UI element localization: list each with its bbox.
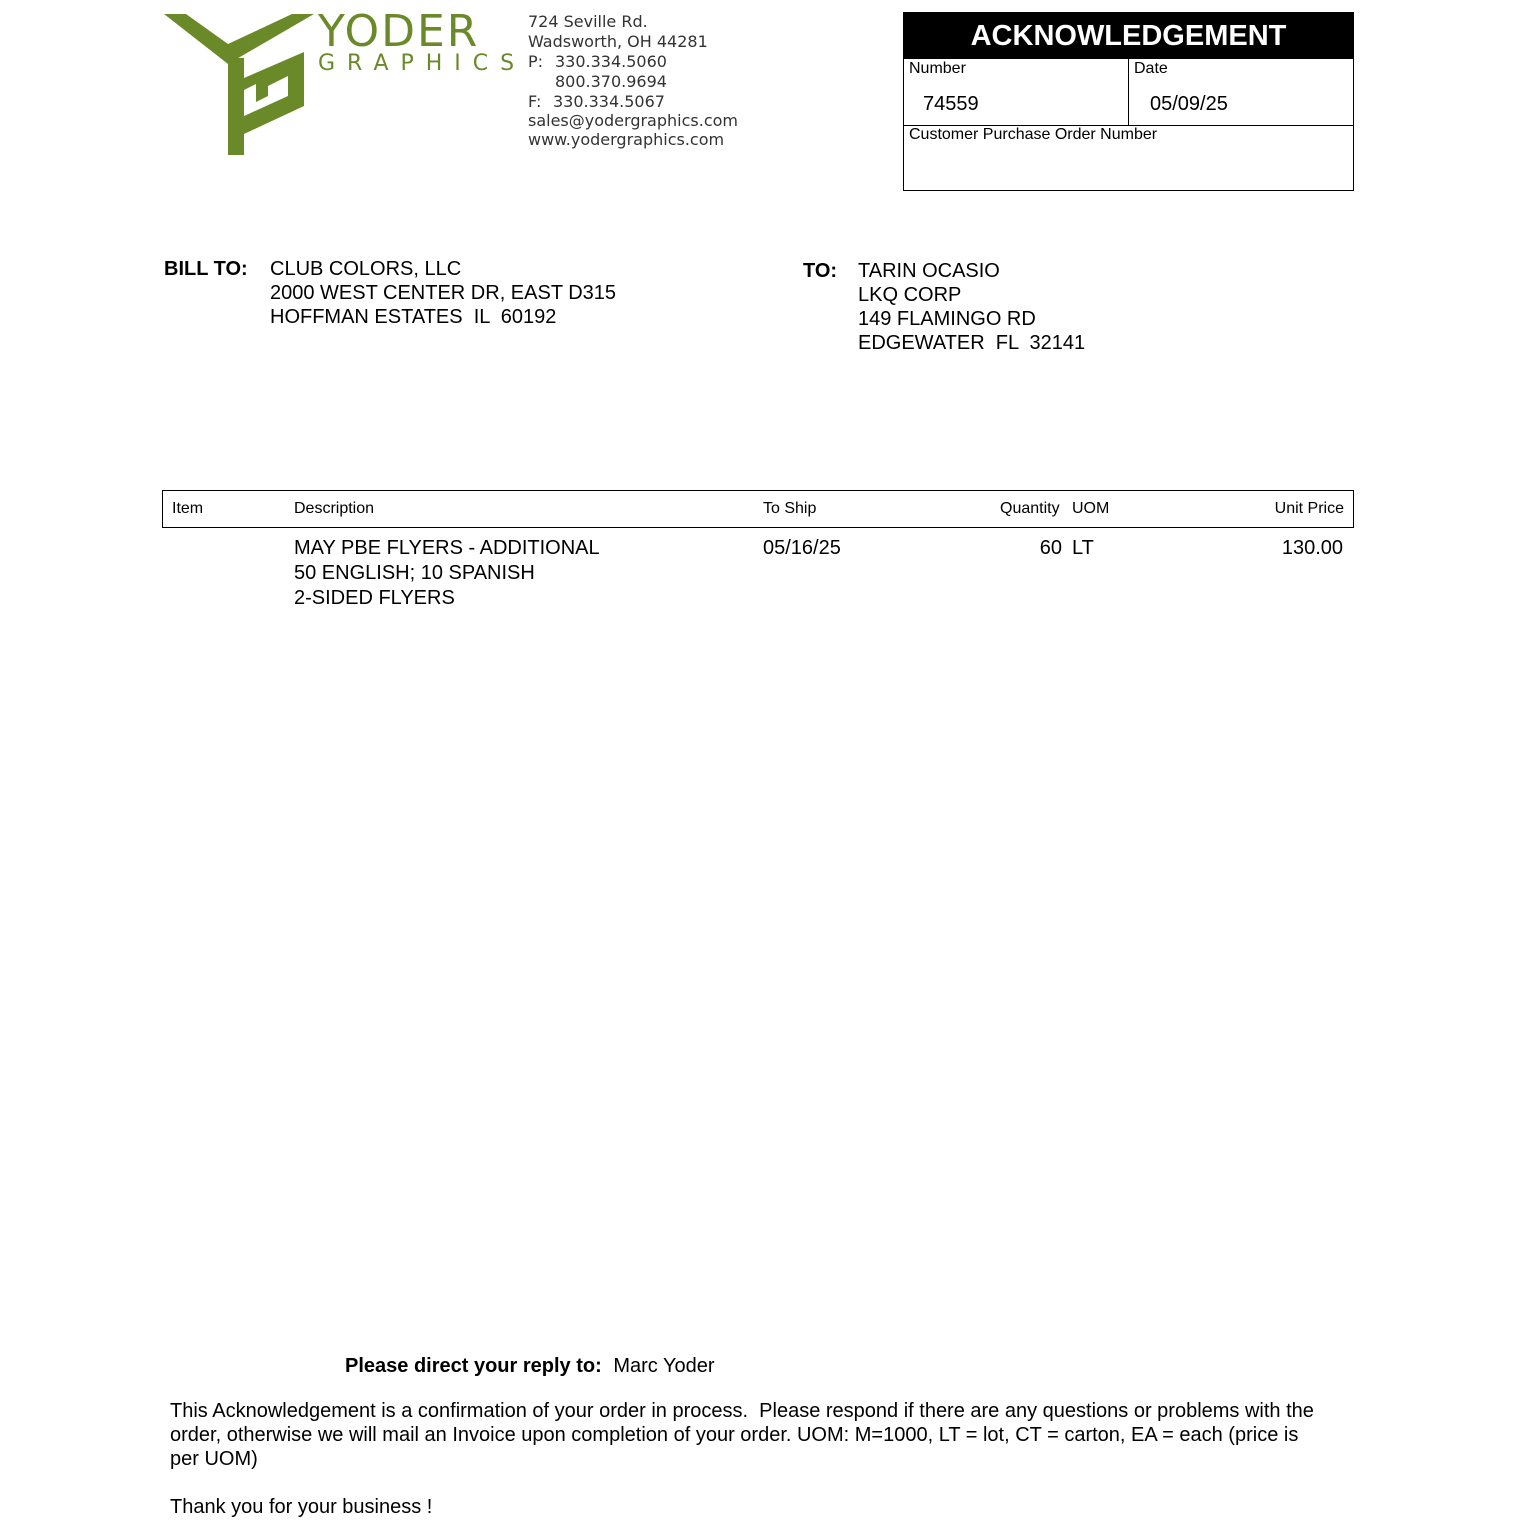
phone-label: P: [528,52,544,71]
brand-subname: GRAPHICS [318,51,527,76]
column-header-quantity: Quantity [1000,500,1060,517]
date-label: Date [1134,60,1168,77]
column-header-item: Item [172,500,204,517]
divider [1128,59,1129,125]
company-website: www.yodergraphics.com [528,130,725,149]
table-row [162,536,1352,616]
column-header-uom: UOM [1072,500,1110,517]
bill-to-line: CLUB COLORS, LLC [270,258,462,280]
column-header-to-ship: To Ship [763,500,817,517]
company-phone2: 800.370.9694 [555,72,667,91]
row-description-line: 50 ENGLISH; 10 SPANISH [294,562,535,584]
ship-to-line: TARIN OCASIO [858,260,1000,282]
footer-message-line: This Acknowledgement is a confirmation of your order in process. Please respond if there are any questions or problems with the [170,1400,1314,1422]
number-label: Number [909,60,966,77]
column-header-unit-price: Unit Price [1274,500,1344,517]
row-quantity: 60 [1039,537,1062,559]
row-to-ship: 05/16/25 [763,537,841,559]
company-email: sales@yodergraphics.com [528,111,738,130]
company-address-line1: 724 Seville Rd. [528,12,648,31]
ship-to-label: TO: [803,260,838,282]
acknowledgement-box [903,12,1354,191]
company-address-line2: Wadsworth, OH 44281 [528,32,708,51]
column-header-description: Description [294,500,375,517]
reply-to [345,1354,715,1378]
ship-to-line: 149 FLAMINGO RD [858,308,1036,330]
acknowledgement-title: ACKNOWLEDGEMENT [904,13,1353,59]
po-number-label: Customer Purchase Order Number [909,126,1158,143]
row-uom: LT [1072,537,1094,559]
reply-to-name: Marc Yoder [613,1355,715,1377]
bill-to-line: 2000 WEST CENTER DR, EAST D315 [270,282,617,304]
brand-name: YODER [318,6,480,57]
thank-you-text: Thank you for your business ! [170,1496,433,1518]
ship-to-line: LKQ CORP [858,284,962,306]
company-phone1: 330.334.5060 [555,52,667,71]
table-header [162,490,1354,528]
company-fax: 330.334.5067 [553,92,665,111]
row-description-line: MAY PBE FLYERS - ADDITIONAL [294,537,600,559]
row-description-line: 2-SIDED FLYERS [294,587,455,609]
bill-to-line: HOFFMAN ESTATES IL 60192 [270,306,557,328]
fax-label: F: [528,92,542,111]
footer-message-line: order, otherwise we will mail an Invoice upon completion of your order. UOM: M=1000, LT = lot, CT = carton, EA = each (price is [170,1424,1299,1446]
footer-message-line: per UOM) [170,1448,258,1470]
reply-to-label: Please direct your reply to: [345,1355,602,1377]
acknowledgement-date: 05/09/25 [1150,93,1228,115]
acknowledgement-number: 74559 [923,93,979,115]
yoder-graphics-logo-icon [164,14,314,156]
row-unit-price: 130.00 [1281,537,1343,559]
ship-to-line: EDGEWATER FL 32141 [858,332,1086,354]
bill-to-label: BILL TO: [164,258,248,280]
